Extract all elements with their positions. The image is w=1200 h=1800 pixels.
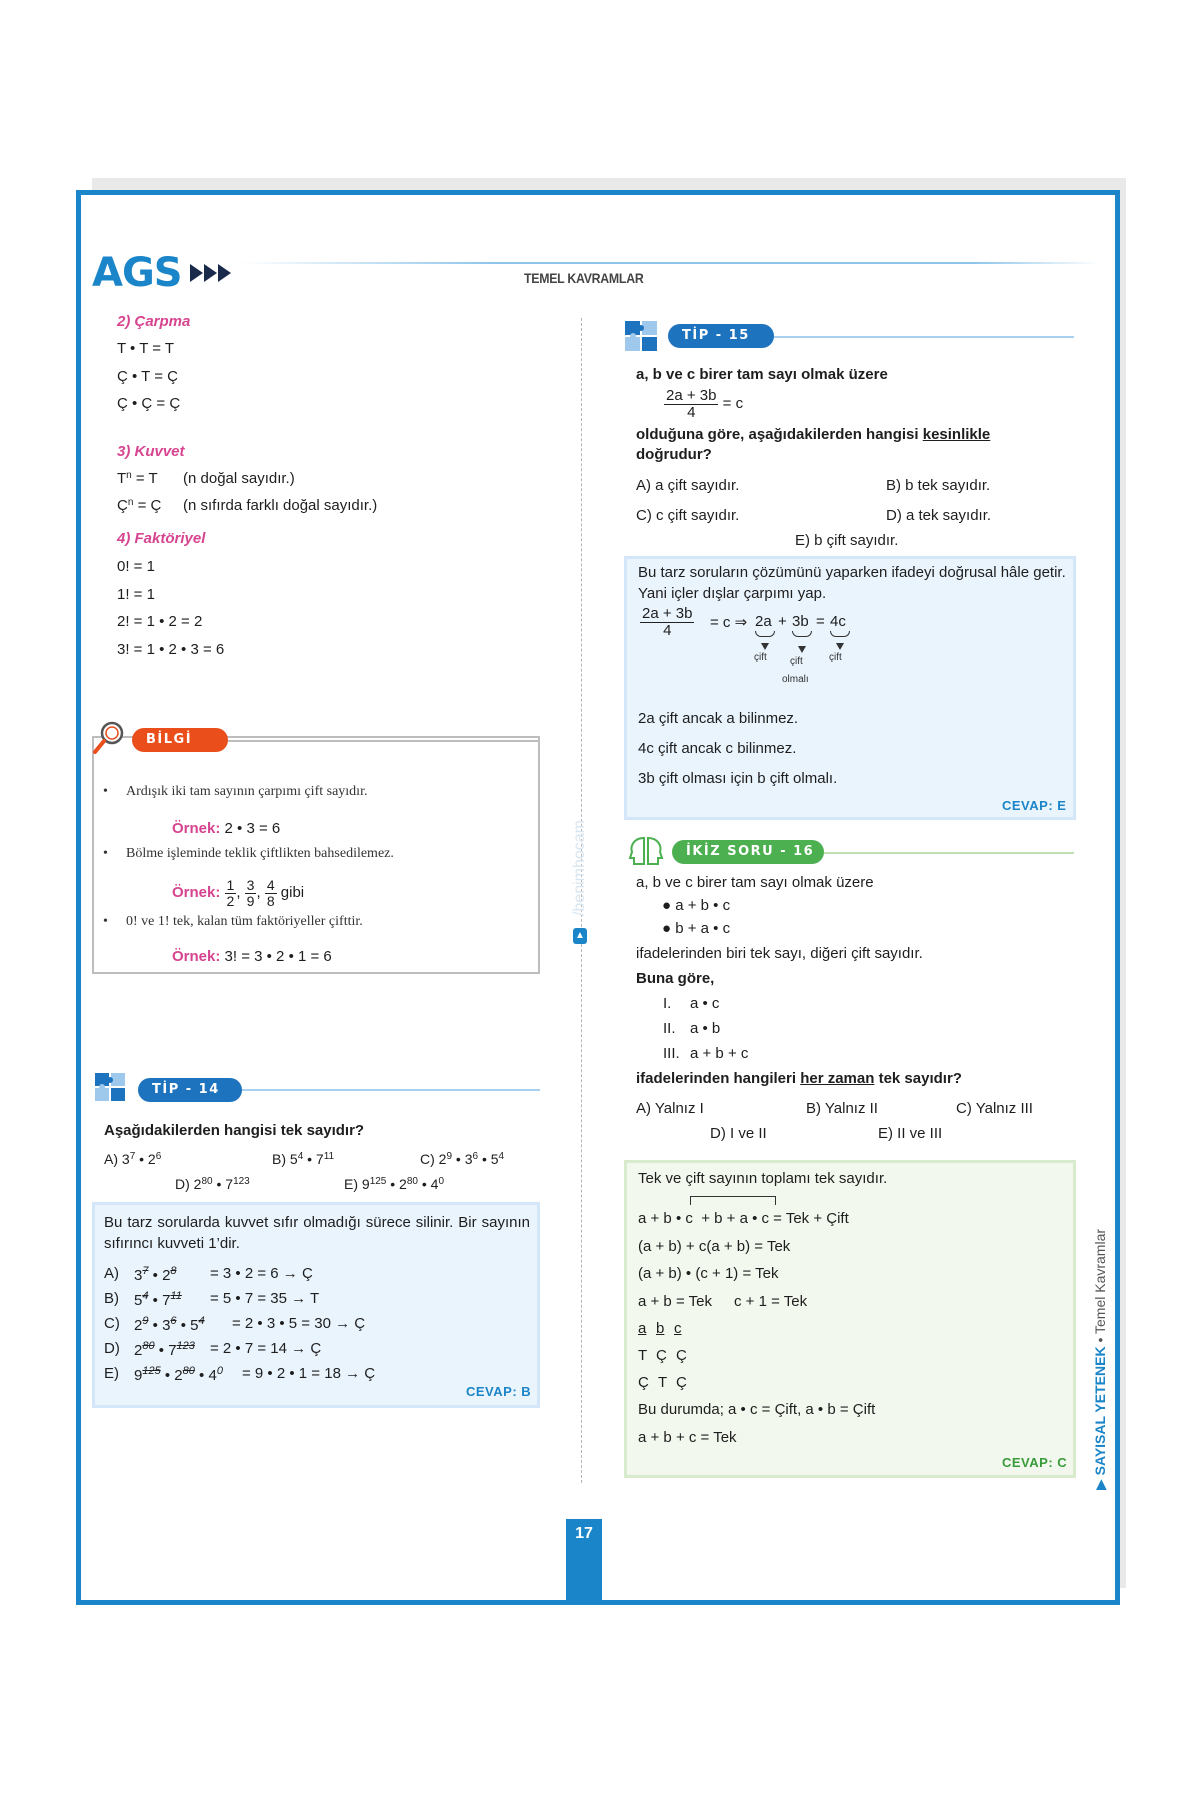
tip14-solution-label: D)	[104, 1340, 120, 1357]
arrow-down-icon	[836, 643, 844, 650]
plus-sign: +	[778, 613, 787, 630]
ikiz16-option-e[interactable]: E) II ve III	[878, 1125, 943, 1142]
ikiz16-expr-2: ● b + a • c	[662, 920, 731, 937]
table-cell: Ç	[638, 1374, 649, 1391]
table-cell: Ç	[676, 1374, 687, 1391]
watermark-logo-icon: ▲	[573, 928, 587, 944]
page-number: 17	[566, 1519, 602, 1605]
tip14-solution-intro: Bu tarz sorularda kuvvet sıfır olmadığı sürece silinir. Bir sayının sıfırıncı kuvveti 1’dir.	[104, 1214, 530, 1252]
tip14-solution-result: = 2 • 7 = 14 → Ç	[210, 1340, 322, 1357]
tip14-solution-expression: $9^{125}$ • $2^{80}$ • $4^0$	[134, 1365, 223, 1384]
carpma-heading: 2) Çarpma	[117, 313, 191, 330]
tip14-solution-label: B)	[104, 1290, 119, 1307]
tip15-option-e[interactable]: E) b çift sayıdır.	[795, 532, 899, 549]
tip15-option-c[interactable]: C) c çift sayıdır.	[636, 507, 740, 524]
ikiz16-expr-1: ● a + b • c	[662, 897, 731, 914]
tip15-solution-implies: = c ⇒	[710, 614, 748, 631]
label-cift: çift	[829, 652, 842, 663]
ikiz16-sol-line-6: a + b + c = Tek	[638, 1429, 737, 1446]
tip14-rule	[242, 1089, 540, 1091]
magnifier-icon	[92, 720, 126, 756]
carpma-line: T • T = T	[117, 340, 175, 357]
tip14-solution-result: = 2 • 3 • 5 = 30 → Ç	[232, 1315, 366, 1332]
bilgi-fact-1: Ardışık iki tam sayının çarpımı çift sayıdır.	[126, 784, 368, 799]
faktoriyel-line: 1! = 1	[117, 586, 155, 603]
arrow-down-icon	[761, 643, 769, 650]
ikiz16-sol-line-1: a + b • c + b + a • c = Tek + Çift	[638, 1210, 849, 1227]
kuvvet-note-2: (n sıfırda farklı doğal sayıdır.)	[183, 497, 378, 514]
brace	[755, 631, 775, 637]
tip14-solution-expression: $3^7$ • $2^8$	[134, 1265, 177, 1284]
kuvvet-line-2: $Ç^n$ = Ç	[117, 497, 162, 514]
bilgi-badge: BİLGİ	[132, 728, 228, 752]
tip14-option-a[interactable]: A) $3^7$ • $2^6$	[104, 1151, 162, 1167]
tip14-solution-result: = 3 • 2 = 6 → Ç	[210, 1265, 313, 1282]
ikiz16-stem: a, b ve c birer tam sayı olmak üzere	[636, 874, 874, 891]
tip14-solution-result: = 9 • 2 • 1 = 18 → Ç	[242, 1365, 376, 1382]
tip14-solution-expression: $2^9$ • $3^6$ • $5^4$	[134, 1315, 205, 1334]
label-cift: çift	[754, 652, 767, 663]
ikiz16-sol-line-0: Tek ve çift sayının toplamı tek sayıdır.	[638, 1170, 888, 1187]
table-cell: Ç	[656, 1347, 667, 1364]
carpma-line: Ç • Ç = Ç	[117, 395, 181, 412]
bilgi-rule	[228, 740, 538, 742]
ikiz16-option-c[interactable]: C) Yalnız III	[956, 1100, 1033, 1117]
ikiz16-question: ifadelerinden hangileri her zaman tek sayıdır?	[636, 1070, 962, 1087]
tip14-option-d[interactable]: D) $2^{80}$ • $7^{123}$	[175, 1176, 250, 1192]
tip14-solution-expression: $5^4$ • $7^{11}$	[134, 1290, 182, 1309]
tip14-solution-expression: $2^{80}$ • $7^{123}$	[134, 1340, 195, 1359]
faktoriyel-line: 3! = 1 • 2 • 3 = 6	[117, 641, 225, 658]
arrow-down-icon	[798, 646, 806, 653]
tip14-option-b[interactable]: B) $5^4$ • $7^{11}$	[272, 1151, 335, 1167]
label-cift: çift	[790, 656, 803, 667]
tip15-question-1: olduğuna göre, aşağıdakilerden hangisi kesinlikle	[636, 426, 991, 443]
ikiz16-sol-line-2: (a + b) + c(a + b) = Tek	[638, 1238, 791, 1255]
ikiz16-answer: CEVAP: C	[1002, 1455, 1068, 1470]
bracket	[690, 1196, 776, 1205]
ikiz16-roman-1: I.	[663, 995, 672, 1012]
watermark: /benimhocam	[571, 820, 588, 917]
bilgi-fact-2: Bölme işleminde teklik çiftlikten bahsedilemez.	[126, 846, 394, 861]
kuvvet-note-1: (n doğal sayıdır.)	[183, 470, 295, 487]
tip15-solution-intro: Bu tarz soruların çözümünü yaparken ifadeyi doğrusal hâle getir. Yani içler dışlar çarpımı yap.	[638, 564, 1066, 602]
ikiz16-item-2: a • b	[690, 1020, 721, 1037]
ikiz16-roman-2: II.	[663, 1020, 676, 1037]
ikiz16-badge: İKİZ SORU - 16	[672, 840, 824, 864]
table-head: b	[656, 1320, 665, 1337]
table-cell: T	[658, 1374, 668, 1391]
tip15-equation: $\frac{2a + 3b}{4}$ = c	[666, 387, 744, 421]
tip15-note-3: 3b çift olması için b çift olmalı.	[638, 770, 838, 787]
ikiz16-roman-3: III.	[663, 1045, 680, 1062]
tip14-answer: CEVAP: B	[466, 1384, 532, 1399]
equals-sign: =	[816, 613, 825, 630]
brace	[830, 631, 850, 637]
ikiz16-buna-gore: Buna göre,	[636, 970, 715, 987]
kuvvet-line-1: $T^n = T$	[117, 470, 158, 487]
ikiz16-sol-line-4a: a + b = Tek	[638, 1293, 712, 1310]
faktoriyel-line: 2! = 1 • 2 = 2	[117, 613, 203, 630]
tip14-badge: TİP - 14	[138, 1078, 242, 1102]
bilgi-fact-3: 0! ve 1! tek, kalan tüm faktöriyeller çifttir.	[126, 914, 363, 929]
tip15-stem: a, b ve c birer tam sayı olmak üzere	[636, 366, 888, 383]
table-cell: T	[638, 1347, 648, 1364]
tip14-option-e[interactable]: E) $9^{125}$ • $2^{80}$ • $4^0$	[344, 1176, 444, 1192]
ikiz16-item-3: a + b + c	[690, 1045, 749, 1062]
ikiz16-condition: ifadelerinden biri tek sayı, diğeri çift sayıdır.	[636, 945, 923, 962]
twin-heads-icon	[626, 834, 666, 868]
tip15-question-2: doğrudur?	[636, 446, 712, 463]
tip15-solution-fraction: $\frac{2a + 3b}{4}$	[642, 605, 693, 639]
header-title: TEMEL KAVRAMLAR	[524, 270, 644, 286]
faktoriyel-line: 0! = 1	[117, 558, 155, 575]
tip15-badge: TİP - 15	[668, 324, 774, 348]
table-cell: Ç	[676, 1347, 687, 1364]
term-2a: 2a	[755, 613, 772, 630]
bilgi-example-3: Örnek: 3! = 3 • 2 • 1 = 6	[172, 948, 332, 965]
label-olmali: olmalı	[782, 674, 809, 685]
ikiz16-sol-line-5: Bu durumda; a • c = Çift, a • b = Çift	[638, 1401, 876, 1418]
tip15-note-1: 2a çift ancak a bilinmez.	[638, 710, 799, 727]
bilgi-example-2: Örnek: $\frac{1}{2}$ , $\frac{3}{9}$ , $\frac{4}{8}$ gibi	[172, 877, 305, 909]
brace	[792, 631, 812, 637]
header-rule	[240, 262, 1100, 264]
ikiz16-item-1: a • c	[690, 995, 720, 1012]
ikiz16-option-d[interactable]: D) I ve II	[710, 1125, 767, 1142]
faktoriyel-heading: 4) Faktöriyel	[117, 530, 206, 547]
tip15-note-2: 4c çift ancak c bilinmez.	[638, 740, 797, 757]
ikiz16-option-b[interactable]: B) Yalnız II	[806, 1100, 878, 1117]
bilgi-example-1: Örnek: 2 • 3 = 6	[172, 820, 281, 837]
tip14-solution-label: A)	[104, 1265, 119, 1282]
puzzle-icon	[92, 1070, 130, 1104]
tip14-solution-result: = 5 • 7 = 35 → T	[210, 1290, 320, 1307]
kuvvet-heading: 3) Kuvvet	[117, 443, 185, 460]
bullet: •	[103, 914, 108, 929]
tip15-rule	[774, 336, 1074, 338]
table-head: c	[674, 1320, 682, 1337]
bullet: •	[103, 846, 108, 861]
ags-logo: AGS	[92, 250, 182, 296]
tip14-question: Aşağıdakilerden hangisi tek sayıdır?	[104, 1122, 365, 1139]
ikiz16-sol-line-4b: c + 1 = Tek	[734, 1293, 808, 1310]
bullet: •	[103, 784, 108, 799]
tip15-option-d[interactable]: D) a tek sayıdır.	[886, 507, 992, 524]
tip14-option-c[interactable]: C) $2^9$ • $3^6$ • $5^4$	[420, 1151, 505, 1167]
tip14-solution-label: C)	[104, 1315, 120, 1332]
carpma-line: Ç • T = Ç	[117, 368, 178, 385]
tip15-option-a[interactable]: A) a çift sayıdır.	[636, 477, 740, 494]
side-label: ▶ SAYISAL YETENEK • Temel Kavramlar	[1092, 1228, 1108, 1490]
tip15-answer: CEVAP: E	[1002, 798, 1067, 813]
term-4c: 4c	[830, 613, 846, 630]
ikiz16-sol-line-3: (a + b) • (c + 1) = Tek	[638, 1265, 779, 1282]
ikiz16-rule	[824, 852, 1074, 854]
tip14-solution-label: E)	[104, 1365, 119, 1382]
term-3b: 3b	[792, 613, 809, 630]
logo-arrows-icon	[190, 264, 231, 284]
ikiz16-option-a[interactable]: A) Yalnız I	[636, 1100, 704, 1117]
table-head: a	[638, 1320, 647, 1337]
puzzle-icon	[622, 318, 662, 354]
tip15-option-b[interactable]: B) b tek sayıdır.	[886, 477, 991, 494]
